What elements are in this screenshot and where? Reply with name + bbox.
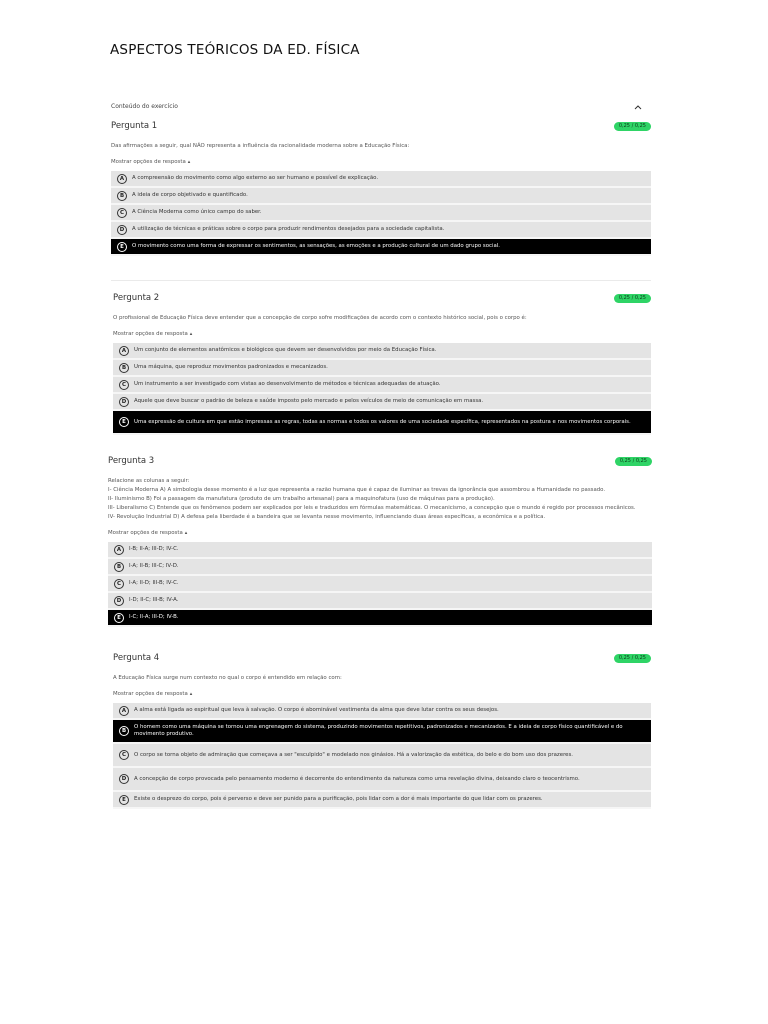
answer-option[interactable] — [111, 205, 651, 222]
question-stem — [108, 477, 652, 522]
answer-option[interactable] — [113, 744, 651, 768]
question-title: Pergunta 4 — [113, 653, 160, 663]
answer-option[interactable] — [113, 720, 651, 744]
option-letter-badge: D — [114, 596, 124, 606]
option-text: Existe o desprezo do corpo, pois é perverso e deve ser punido para a purificação, pois lidar com a dor é mais importante do que lidar com os prazeres. — [134, 796, 543, 802]
option-letter-badge: B — [114, 562, 124, 572]
question-card — [111, 120, 651, 256]
option-text: Um instrumento a ser investigado com vistas ao desenvolvimento de métodos e técnicas adequadas de atuação. — [134, 381, 441, 387]
question-title: Pergunta 2 — [113, 293, 160, 303]
question-stem-line: Relacione as colunas a seguir: — [108, 478, 190, 484]
option-letter-badge: A — [117, 174, 127, 184]
option-text: Aquele que deve buscar o padrão de beleza e saúde imposto pelo mercado e pelos veículos de meio de comunicação em massa. — [134, 398, 484, 404]
show-options-toggle[interactable] — [113, 331, 651, 341]
option-letter-badge: E — [119, 795, 129, 805]
question-card — [113, 652, 651, 809]
question-header — [113, 652, 651, 666]
show-options-toggle[interactable] — [113, 691, 651, 701]
question-stem-line: III- Liberalismo C) Entende que os fenômenos podem ser explicados por leis e traduzidos em fórmulas matemáticas. O mecanicismo, a concepção que o mundo é regido por processos mecânicos. — [108, 505, 636, 511]
question-card — [108, 455, 652, 627]
question-stem-line: I- Ciência Moderna A) A simbologia desse momento é a luz que representa a razão humana que é capaz de iluminar as trevas da ignorância que assombrou a Humanidade no passado. — [108, 487, 606, 493]
answer-options — [113, 343, 651, 435]
option-letter-badge: A — [119, 706, 129, 716]
question-header — [111, 120, 651, 134]
option-text: O corpo se torna objeto de admiração que começava a ser "esculpido" e modelado nos ginásios. Há a valorização da estética, do belo e do bom uso dos prazeres. — [134, 751, 574, 758]
show-options-label: Mostrar opções de resposta — [113, 691, 188, 697]
option-letter-badge: C — [119, 380, 129, 390]
option-text: A concepção de corpo provocada pelo pensamento moderno é decorrente do entendimento da natureza como uma revelação divina, deixando claro o teocentrismo. — [134, 775, 580, 782]
caret-up-icon: ▴ — [189, 331, 193, 337]
show-options-toggle[interactable] — [111, 159, 651, 169]
option-text: Um conjunto de elementos anatômicos e biológicos que devem ser desenvolvidos por meio da Educação Física. — [134, 347, 437, 353]
answer-option[interactable] — [108, 559, 652, 576]
score-badge: 0,25 / 0,25 — [614, 654, 651, 663]
option-letter-badge: D — [117, 225, 127, 235]
option-text: A utilização de técnicas e práticas sobre o corpo para produzir rendimentos desejados para a sociedade capitalista. — [132, 226, 445, 232]
option-text: A ideia de corpo objetivado e quantificado. — [132, 192, 248, 198]
answer-option[interactable] — [111, 188, 651, 205]
caret-up-icon: ▴ — [187, 159, 191, 165]
option-letter-badge: A — [114, 545, 124, 555]
answer-option[interactable] — [108, 593, 652, 610]
answer-option[interactable] — [108, 576, 652, 593]
score-badge: 0,25 / 0,25 — [614, 294, 651, 303]
question-stem — [113, 314, 651, 323]
question-stem-line: Das afirmações a seguir, qual NÃO representa a influência da racionalidade moderna sobre a Educação Física: — [111, 143, 410, 149]
option-letter-badge: B — [119, 363, 129, 373]
question-title: Pergunta 3 — [108, 456, 155, 466]
page-title: ASPECTOS TEÓRICOS DA ED. FÍSICA — [110, 42, 360, 58]
divider — [111, 280, 651, 281]
show-options-label: Mostrar opções de resposta — [111, 159, 186, 165]
answer-option[interactable] — [113, 703, 651, 720]
option-letter-badge: C — [117, 208, 127, 218]
question-stem-line: II- Iluminismo B) Foi a passagem da manufatura (produto de um trabalho artesanal) para a maquinofatura (uso de máquinas para a produção). — [108, 496, 495, 502]
answer-option[interactable] — [111, 222, 651, 239]
question-stem-line: A Educação Física surge num contexto no qual o corpo é entendido em relação com: — [113, 675, 342, 681]
answer-option[interactable] — [113, 792, 651, 809]
option-text: O movimento como uma forma de expressar os sentimentos, as sensações, as emoções e a produção cultural de um dado grupo social. — [132, 243, 501, 249]
answer-option[interactable] — [108, 542, 652, 559]
option-text: Uma expressão de cultura em que estão impressas as regras, todas as normas e todos os valores de uma sociedade específica, representados na postura e nos movimentos corporais. — [134, 418, 631, 425]
show-options-toggle[interactable] — [108, 530, 652, 540]
question-stem-line: IV- Revolução Industrial D) A defesa pela liberdade é a bandeira que se levanta nesse movimento, influenciando duas áreas específicas, a econômica e a política. — [108, 514, 546, 520]
question-stem-line: O profissional de Educação Física deve entender que a concepção de corpo sofre modificações de acordo com o contexto histórico social, pois o corpo é: — [113, 315, 527, 321]
exercise-content-header[interactable] — [111, 103, 643, 115]
option-letter-badge: E — [114, 613, 124, 623]
option-text: I-D; II-C; III-B; IV-A. — [129, 597, 179, 603]
option-letter-badge: C — [119, 750, 129, 760]
question-header — [113, 292, 651, 306]
caret-up-icon: ▴ — [184, 530, 188, 536]
option-text: I-C; II-A; III-D; IV-B. — [129, 614, 179, 620]
option-text: I-A; II-B; III-C; IV-D. — [129, 563, 179, 569]
answer-option[interactable] — [113, 343, 651, 360]
answer-option[interactable] — [113, 360, 651, 377]
option-text: A alma está ligada ao espiritual que leva à salvação. O corpo é abominável vestimenta da alma que deve lutar contra os seus desejos. — [134, 707, 499, 713]
option-letter-badge: B — [117, 191, 127, 201]
caret-up-icon: ▴ — [189, 691, 193, 697]
answer-option[interactable] — [108, 610, 652, 627]
answer-option[interactable] — [113, 768, 651, 792]
answer-option[interactable] — [111, 239, 651, 256]
question-card — [113, 292, 651, 435]
option-text: A compreensão do movimento como algo externo ao ser humano e possível de explicação. — [132, 175, 379, 181]
answer-option[interactable] — [111, 171, 651, 188]
option-letter-badge: C — [114, 579, 124, 589]
option-text: I-A; II-D; III-B; IV-C. — [129, 580, 179, 586]
option-text: A Ciência Moderna como único campo do saber. — [132, 209, 262, 215]
option-text: Uma máquina, que reproduz movimentos padronizados e mecanizados. — [134, 364, 328, 370]
answer-option[interactable] — [113, 394, 651, 411]
question-stem — [111, 142, 651, 151]
show-options-label: Mostrar opções de resposta — [108, 530, 183, 536]
exercise-content-label: Conteúdo do exercício — [111, 103, 178, 110]
option-letter-badge: D — [119, 774, 129, 784]
show-options-label: Mostrar opções de resposta — [113, 331, 188, 337]
option-letter-badge: D — [119, 397, 129, 407]
answer-options — [108, 542, 652, 627]
option-letter-badge: A — [119, 346, 129, 356]
option-letter-badge: B — [119, 726, 129, 736]
answer-options — [113, 703, 651, 809]
answer-option[interactable] — [113, 411, 651, 435]
score-badge: 0,25 / 0,25 — [614, 122, 651, 131]
answer-option[interactable] — [113, 377, 651, 394]
option-letter-badge: E — [119, 417, 129, 427]
question-title: Pergunta 1 — [111, 121, 158, 131]
option-letter-badge: E — [117, 242, 127, 252]
score-badge: 0,25 / 0,25 — [615, 457, 652, 466]
question-stem — [113, 674, 651, 683]
option-text: I-B; II-A; III-D; IV-C. — [129, 546, 179, 552]
option-text: O homem como uma máquina se tornou uma engrenagem do sistema, produzindo movimentos repetitivos, padronizados e mecanizados. E a ideia de corpo físico quantificável e do movimento produtivo. — [134, 724, 623, 737]
chevron-up-icon[interactable] — [633, 102, 643, 112]
question-header — [108, 455, 652, 469]
answer-options — [111, 171, 651, 256]
